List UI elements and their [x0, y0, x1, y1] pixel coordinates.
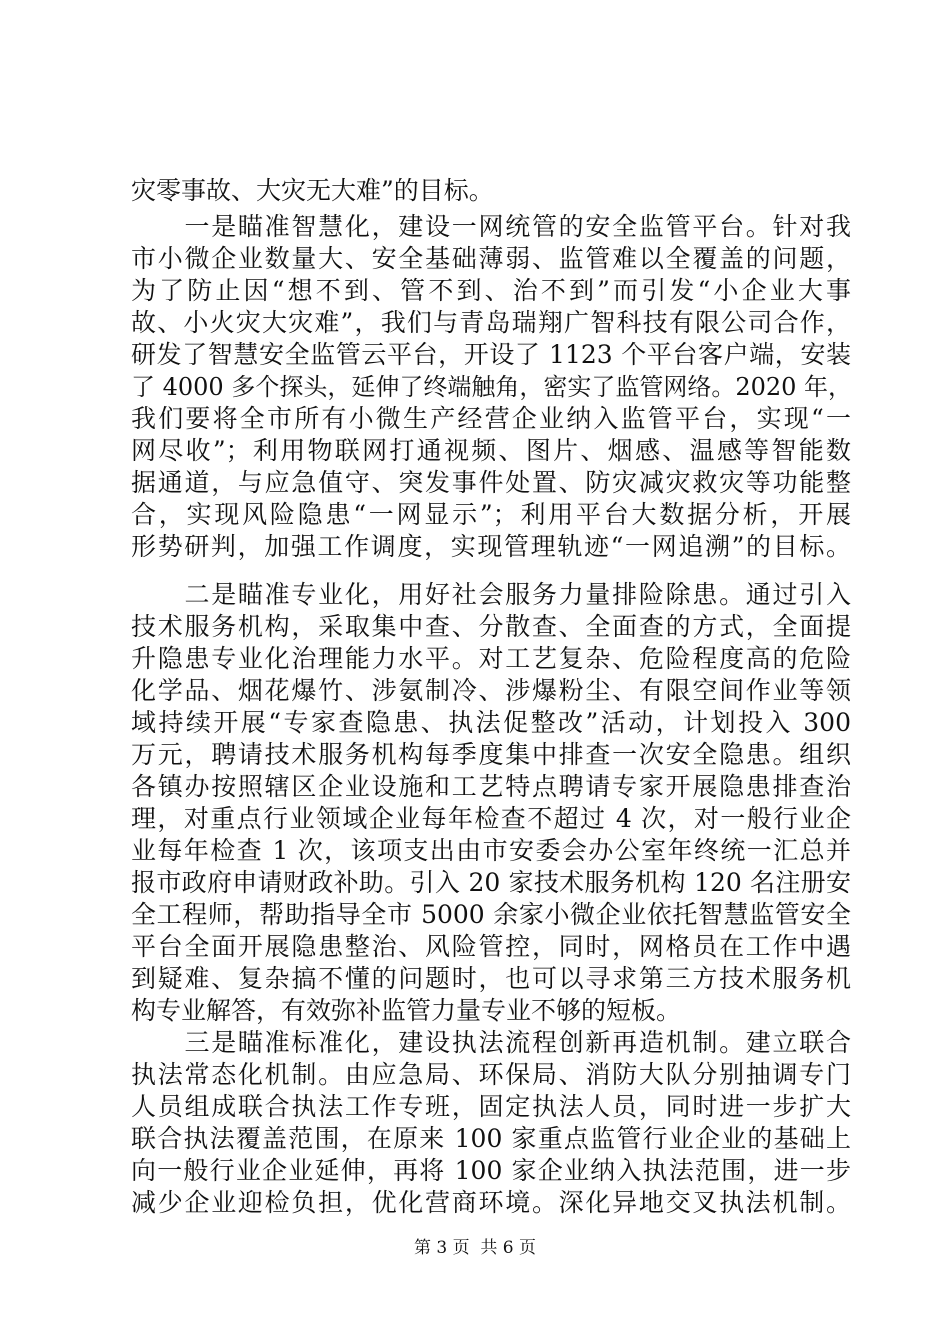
text-line: 升隐患专业化治理能力水平。对工艺复杂、危险程度高的危险	[131, 644, 851, 673]
text-line: 业每年检查 1 次，该项支出由市安委会办公室年终统一汇总并	[131, 836, 851, 865]
text-line: 合，实现风险隐患“一网显示”；利用平台大数据分析，开展	[131, 500, 851, 529]
text-line: 减少企业迎检负担，优化营商环境。深化异地交叉执法机制。	[131, 1188, 851, 1217]
text-line: 到疑难、复杂搞不懂的问题时，也可以寻求第三方技术服务机	[131, 964, 851, 993]
text-line: 各镇办按照辖区企业设施和工艺特点聘请专家开展隐患排查治	[131, 772, 851, 801]
text-line: 联合执法覆盖范围，在原来 100 家重点监管行业企业的基础上	[131, 1124, 851, 1153]
text-line: 全工程师，帮助指导全市 5000 余家小微企业依托智慧监管安全	[131, 900, 851, 929]
text-line: 据通道，与应急值守、突发事件处置、防灾减灾救灾等功能整	[131, 468, 851, 497]
text-line: 化学品、烟花爆竹、涉氨制冷、涉爆粉尘、有限空间作业等领	[131, 676, 851, 705]
text-line: 构专业解答，有效弥补监管力量专业不够的短板。	[131, 996, 682, 1025]
page-number-footer: 第 3 页 共 6 页	[413, 1238, 537, 1258]
text-line: 向一般行业企业延伸，再将 100 家企业纳入执法范围，进一步	[131, 1156, 851, 1185]
text-line: 平台全面开展隐患整治、风险管控，同时，网格员在工作中遇	[131, 932, 851, 961]
text-line: 故、小火灾大灾难”，我们与青岛瑞翔广智科技有限公司合作，	[131, 308, 851, 337]
text-line: 理，对重点行业领域企业每年检查不超过 4 次，对一般行业企	[131, 804, 851, 833]
text-line: 我们要将全市所有小微生产经营企业纳入监管平台，实现“一	[131, 404, 851, 433]
text-line: 网尽收”；利用物联网打通视频、图片、烟感、温感等智能数	[131, 436, 851, 465]
text-line: 研发了智慧安全监管云平台，开设了 1123 个平台客户端，安装	[131, 340, 851, 369]
text-line: 万元，聘请技术服务机构每季度集中排查一次安全隐患。组织	[131, 740, 851, 769]
paragraph-first-line: 二是瞄准专业化，用好社会服务力量排险除患。通过引入	[131, 580, 851, 609]
text-line: 技术服务机构，采取集中查、分散查、全面查的方式，全面提	[131, 612, 851, 641]
text-line: 执法常态化机制。由应急局、环保局、消防大队分别抽调专门	[131, 1060, 851, 1089]
text-line: 了 4000 多个探头，延伸了终端触角，密实了监管网络。2020 年，	[131, 373, 853, 401]
text-line: 灾零事故、大灾无大难”的目标。	[131, 176, 494, 205]
text-line: 为了防止因“想不到、管不到、治不到”而引发“小企业大事	[131, 276, 851, 305]
text-line: 形势研判，加强工作调度，实现管理轨迹“一网追溯”的目标。	[131, 532, 851, 561]
text-line: 域持续开展“专家查隐患、执法促整改”活动，计划投入 300	[131, 708, 851, 737]
text-line: 人员组成联合执法工作专班，固定执法人员，同时进一步扩大	[131, 1092, 851, 1121]
text-line: 市小微企业数量大、安全基础薄弱、监管难以全覆盖的问题，	[131, 244, 851, 273]
paragraph-first-line: 一是瞄准智慧化，建设一网统管的安全监管平台。针对我	[131, 212, 851, 241]
text-line: 报市政府申请财政补助。引入 20 家技术服务机构 120 名注册安	[131, 868, 851, 897]
paragraph-first-line: 三是瞄准标准化，建设执法流程创新再造机制。建立联合	[131, 1028, 851, 1057]
